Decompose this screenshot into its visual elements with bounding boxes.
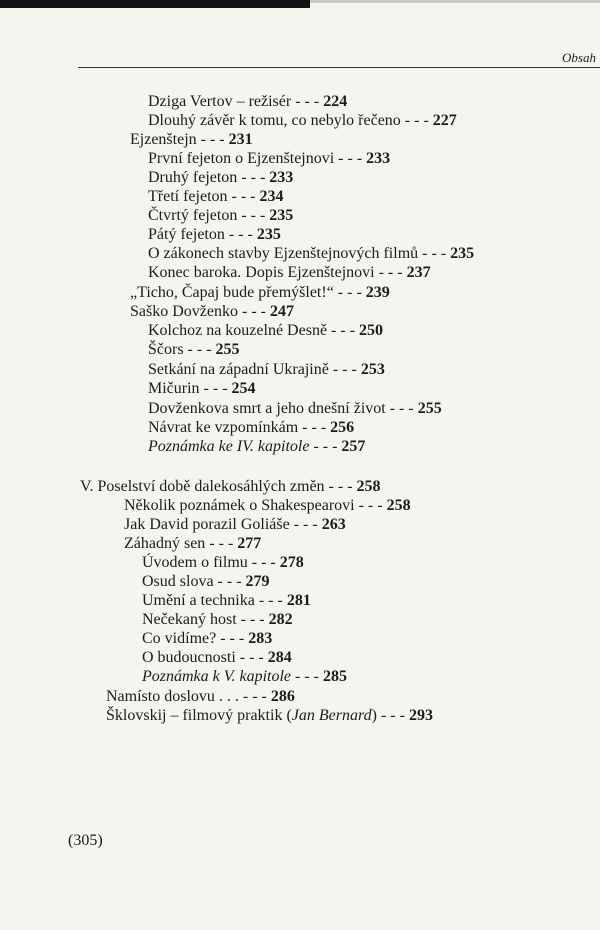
toc-entry-title: Nečekaný host - - - bbox=[142, 611, 269, 628]
toc-entry bbox=[142, 553, 304, 572]
toc-entry-title: „Ticho, Čapaj bude přemýšlet!“ - - - bbox=[130, 284, 366, 301]
toc-entry bbox=[148, 92, 347, 111]
toc-entry-title: Namísto doslovu . . . - - - bbox=[106, 688, 271, 705]
toc-entry bbox=[148, 111, 457, 130]
toc-entry-page: 233 bbox=[269, 169, 294, 186]
toc-entry-title: Mičurin - - - bbox=[148, 380, 232, 397]
toc-entry-title: Ejzenštejn - - - bbox=[130, 131, 229, 148]
toc-entry-title: Čtvrtý fejeton - - - bbox=[148, 207, 270, 224]
toc-entry bbox=[106, 706, 433, 725]
toc-entry bbox=[142, 591, 311, 610]
toc-entry-page: 258 bbox=[356, 478, 381, 495]
toc-entry-page: 256 bbox=[330, 419, 355, 436]
toc-entry-title: V. Poselství době dalekosáhlých změn - - - bbox=[80, 478, 357, 495]
toc-entry bbox=[142, 610, 293, 629]
toc-entry-title: Poznámka ke IV. kapitole - - - bbox=[148, 438, 342, 455]
toc-entry bbox=[148, 321, 383, 340]
toc-entry bbox=[142, 629, 272, 648]
toc-entry-title: Setkání na západní Ukrajině - - - bbox=[148, 361, 361, 378]
toc-entry-title: Dziga Vertov – režisér - - - bbox=[148, 93, 324, 110]
toc-entry-title: Umění a technika - - - bbox=[142, 592, 287, 609]
toc-entry bbox=[148, 418, 354, 437]
toc-entry-page: 233 bbox=[366, 150, 391, 167]
toc-entry bbox=[142, 648, 292, 667]
toc-entry-page: 282 bbox=[268, 611, 293, 628]
toc-entry-page: 281 bbox=[286, 592, 311, 609]
toc-entry-page: 235 bbox=[256, 226, 281, 243]
toc-entry-title: O zákonech stavby Ejzenštejnových filmů - - - bbox=[148, 245, 451, 262]
toc-entry bbox=[142, 572, 270, 591]
toc-entry-page: 285 bbox=[323, 668, 347, 685]
running-title: Obsah bbox=[562, 50, 596, 65]
toc-entry bbox=[148, 187, 284, 206]
toc-entry-title: Několik poznámek o Shakespearovi - - - bbox=[124, 497, 387, 514]
toc-entry bbox=[148, 340, 240, 359]
toc-entry-page: 277 bbox=[237, 535, 262, 552]
toc-entry bbox=[124, 515, 346, 534]
toc-entry bbox=[148, 263, 431, 282]
page-number: (305) bbox=[68, 832, 103, 849]
toc-entry-title: Konec baroka. Dopis Ejzenštejnovi - - - bbox=[148, 264, 407, 281]
toc-entry-title: Pátý fejeton - - - bbox=[148, 226, 257, 243]
toc-entry-title: Návrat ke vzpomínkám - - - bbox=[148, 419, 331, 436]
scan-edge-light bbox=[310, 0, 600, 3]
toc-entry-page: 257 bbox=[341, 438, 366, 455]
toc-entry-page: 263 bbox=[321, 516, 346, 533]
toc-entry-title: O budoucnosti - - - bbox=[142, 649, 268, 666]
toc-entry bbox=[148, 206, 293, 225]
toc-entry-title: Co vidíme? - - - bbox=[142, 630, 249, 647]
toc-entry-page: 234 bbox=[259, 188, 284, 205]
toc-entry-title: Kolchoz na kouzelné Desně - - - bbox=[148, 322, 360, 339]
toc-entry bbox=[148, 399, 442, 418]
toc-entry-page: 278 bbox=[279, 554, 304, 571]
toc-entry-page: 255 bbox=[417, 400, 442, 417]
toc-entry-page: 253 bbox=[360, 361, 385, 378]
toc-entry-page: 279 bbox=[245, 573, 270, 590]
toc-entry-title: První fejeton o Ejzenštejnovi - - - bbox=[148, 150, 367, 167]
toc-entry bbox=[148, 244, 474, 263]
toc-entry bbox=[124, 534, 261, 553]
toc-entry bbox=[80, 477, 381, 496]
toc-entry-page: 250 bbox=[359, 322, 384, 339]
scan-edge-dark bbox=[0, 0, 310, 8]
toc-entry bbox=[130, 130, 253, 149]
toc-entry-page: 258 bbox=[386, 497, 411, 514]
toc-entry-page: 239 bbox=[365, 284, 390, 301]
header-rule bbox=[78, 67, 600, 68]
toc-entry-author: Jan Bernard bbox=[291, 707, 372, 724]
toc-entry-page: 235 bbox=[269, 207, 294, 224]
toc-entry-page: 284 bbox=[267, 649, 292, 666]
toc-entry-page: 283 bbox=[248, 630, 273, 647]
toc-entry-title: Poznámka k V. kapitole - - - bbox=[142, 668, 323, 685]
toc-entry-title: Osud slova - - - bbox=[142, 573, 246, 590]
toc-entry-page: 247 bbox=[269, 303, 294, 320]
toc-entry-page: 237 bbox=[406, 264, 431, 281]
toc-entry-title: Ščors - - - bbox=[148, 341, 216, 358]
toc-entry-title: Šklovskij – filmový praktik ( bbox=[106, 707, 292, 724]
toc-entry-page: 231 bbox=[228, 131, 253, 148]
toc-entry-title: Třetí fejeton - - - bbox=[148, 188, 260, 205]
toc-entry-title: Jak David porazil Goliáše - - - bbox=[124, 516, 322, 533]
toc-entry-page: 293 bbox=[408, 707, 433, 724]
toc-entry-title: Dovženkova smrt a jeho dnešní život - - - bbox=[148, 400, 418, 417]
toc-entry-title: Úvodem o filmu - - - bbox=[142, 554, 280, 571]
toc-entry-title: Druhý fejeton - - - bbox=[148, 169, 270, 186]
toc-entry bbox=[106, 687, 295, 706]
toc-entry bbox=[148, 360, 385, 379]
toc-entry-page: 235 bbox=[450, 245, 475, 262]
toc-entry bbox=[130, 283, 390, 302]
toc-entry-title: Dlouhý závěr k tomu, co nebylo řečeno - - - bbox=[148, 112, 433, 129]
toc-entry bbox=[130, 302, 294, 321]
toc-entry-title-end: ) - - - bbox=[371, 707, 409, 724]
toc-entry-title: Saško Dovženko - - - bbox=[130, 303, 270, 320]
toc-entry-page: 286 bbox=[270, 688, 295, 705]
toc-entry-page: 224 bbox=[323, 93, 348, 110]
toc-entry-page: 255 bbox=[215, 341, 240, 358]
toc-entry-title: Záhadný sen - - - bbox=[124, 535, 238, 552]
toc-entry bbox=[148, 168, 293, 187]
toc-entry bbox=[142, 667, 347, 686]
toc-entry-page: 227 bbox=[432, 112, 457, 129]
toc-entry-page: 254 bbox=[231, 380, 256, 397]
toc-entry bbox=[148, 149, 390, 168]
toc-entry bbox=[148, 379, 256, 398]
toc-entry bbox=[148, 225, 281, 244]
toc-entry bbox=[124, 496, 411, 515]
toc-entry bbox=[148, 437, 365, 456]
